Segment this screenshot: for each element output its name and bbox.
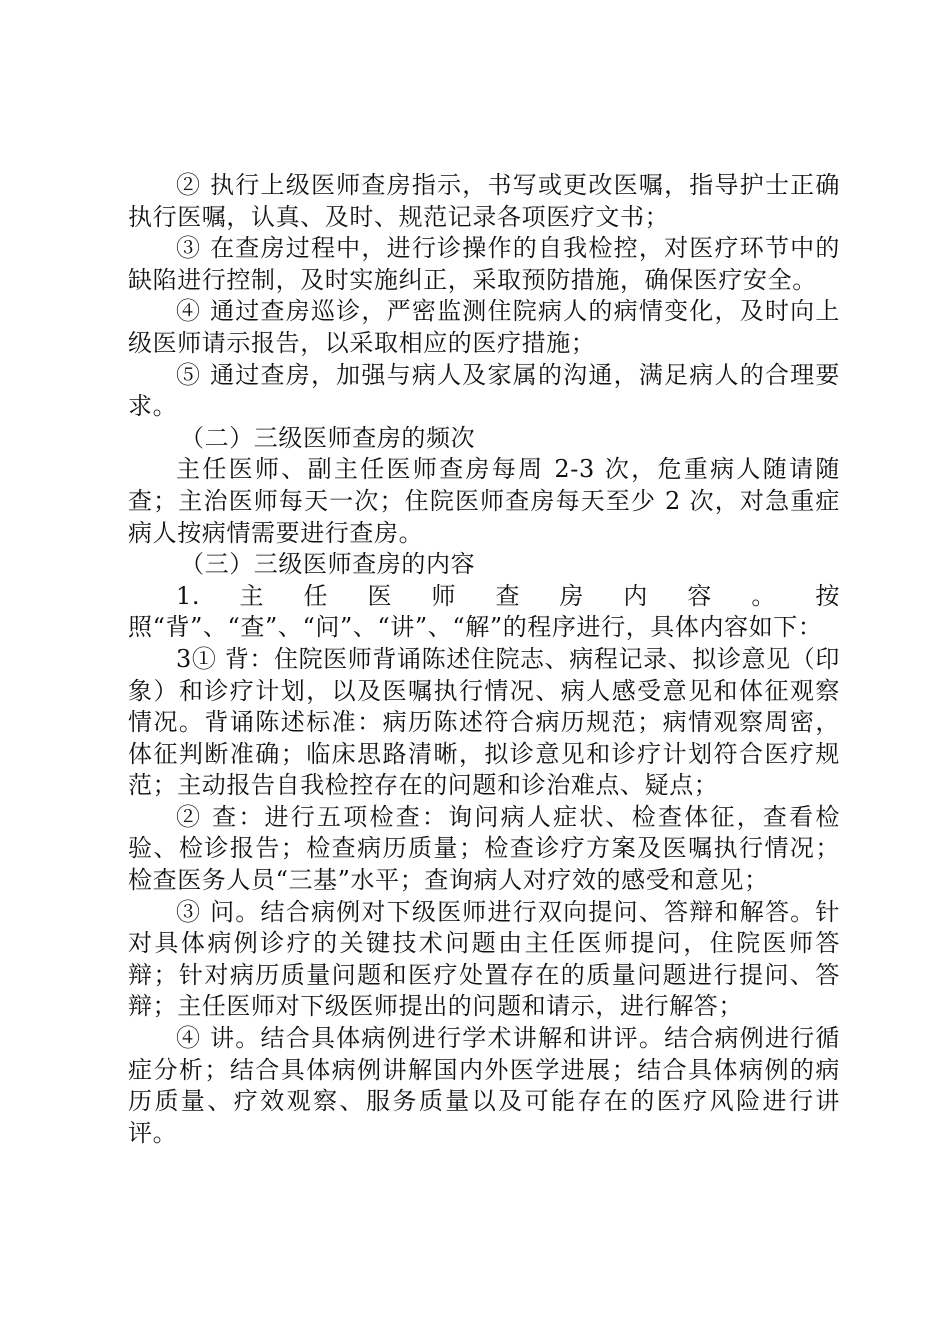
paragraph-ask: ③ 问。结合病例对下级医师进行双向提问、答辩和解答。针对具体病例诊疗的关键技术问题由主任医师提问，住院医师答辩；针对病历质量问题和医疗处置存在的质量问题进行提问、答辩；主任医师对下级医师提出的问题和请示，进行解答；: [128, 897, 840, 1021]
paragraph-item-3: ③ 在查房过程中，进行诊操作的自我检控，对医疗环节中的缺陷进行控制，及时实施纠正，采取预防措施，确保医疗安全。: [128, 234, 840, 294]
paragraph-frequency: 主任医师、副主任医师查房每周 2-3 次，危重病人随请随查；主治医师每天一次；住院医师查房每天至少 2 次，对急重症病人按病情需要进行查房。: [128, 455, 840, 547]
paragraph-item-2: ② 执行上级医师查房指示，书写或更改医嘱，指导护士正确执行医嘱，认真、及时、规范记录各项医疗文书；: [128, 171, 840, 231]
section-heading-content: （三）三级医师查房的内容: [180, 550, 476, 579]
paragraph-recite: 3① 背：住院医师背诵陈述住院志、病程记录、拟诊意见（印象）和诊疗计划，以及医嘱执行情况、病人感受意见和体征观察情况。背诵陈述标准：病历陈述符合病历规范；病情观察周密，体征判断准确；临床思路清晰，拟诊意见和诊疗计划符合医疗规范；主动报告自我检控存在的问题和诊治难点、疑点；: [128, 644, 840, 800]
paragraph-check: ② 查：进行五项检查：询问病人症状、检查体征，查看检验、检诊报告；检查病历质量；检查诊疗方案及医嘱执行情况；检查医务人员“三基”水平；查询病人对疗效的感受和意见；: [128, 802, 840, 895]
document-body: [128, 170, 840, 1149]
section-heading-frequency: （二）三级医师查房的频次: [180, 423, 476, 452]
paragraph-lecture: ④ 讲。结合具体病例进行学术讲解和讲评。结合病例进行循症分析；结合具体病例讲解国内外医学进展；结合具体病例的病历质量、疗效观察、服务质量以及可能存在的医疗风险进行讲评。: [128, 1024, 840, 1147]
paragraph-item-5: ⑤ 通过查房，加强与病人及家属的沟通，满足病人的合理要求。: [128, 360, 840, 421]
paragraph-item-4: ④ 通过查房巡诊，严密监测住院病人的病情变化，及时向上级医师请示报告，以采取相应的医疗措施；: [128, 297, 840, 357]
paragraph-chief-rounds: 1.主任医师查房内容。按照“背”、“查”、“问”、“讲”、“解”的程序进行，具体内容如下：: [128, 581, 840, 642]
